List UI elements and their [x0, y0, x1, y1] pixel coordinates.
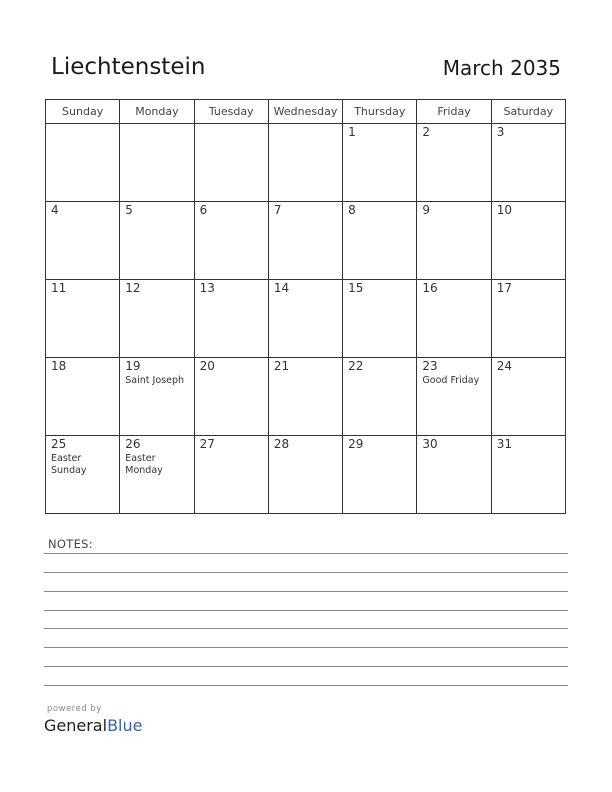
day-cell [120, 436, 194, 514]
day-cell [491, 202, 565, 280]
day-number: 21 [273, 359, 290, 373]
day-number: 19 [125, 359, 141, 373]
weekday-friday: Friday [417, 100, 491, 124]
brand-general: General [44, 716, 108, 735]
day-number: 6 [199, 203, 208, 217]
calendar-month-title: March 2035 [442, 56, 561, 80]
day-number: 11 [51, 281, 67, 295]
day-cell [343, 436, 417, 514]
day-cell [417, 436, 491, 514]
day-cell [491, 124, 565, 202]
day-cell [268, 358, 342, 436]
day-cell [343, 124, 417, 202]
holiday-label: Easter Sunday [51, 453, 87, 476]
day-cell [417, 202, 491, 280]
notes-line [44, 591, 568, 592]
notes-line [44, 628, 568, 629]
notes-line [44, 553, 568, 554]
day-cell [194, 202, 268, 280]
day-number: 30 [422, 437, 438, 451]
day-number: 31 [496, 437, 512, 451]
day-cell [491, 358, 565, 436]
generalblue-logo[interactable] [44, 716, 142, 735]
calendar-grid [45, 99, 566, 514]
day-number: 12 [125, 281, 141, 295]
day-cell [120, 358, 194, 436]
day-number: 28 [273, 437, 290, 451]
holiday-label: Easter Monday [125, 453, 163, 476]
week-row [46, 358, 566, 436]
day-number: 25 [51, 437, 67, 451]
week-row [46, 436, 566, 514]
day-cell [268, 436, 342, 514]
day-number: 4 [51, 203, 59, 217]
week-row [46, 124, 566, 202]
notes-line [44, 666, 568, 667]
day-number: 15 [348, 281, 364, 295]
day-number: 29 [348, 437, 364, 451]
day-number: 1 [348, 125, 356, 139]
brand-blue: Blue [107, 716, 143, 735]
notes-line [44, 647, 568, 648]
day-number: 27 [199, 437, 215, 451]
day-number: 20 [199, 359, 215, 373]
day-number: 16 [422, 281, 438, 295]
weekday-wednesday: Wednesday [268, 100, 342, 124]
day-cell [343, 202, 417, 280]
day-cell [194, 358, 268, 436]
notes-label: NOTES: [48, 537, 93, 551]
day-number: 17 [496, 281, 512, 295]
day-number: 26 [125, 437, 141, 451]
day-cell [120, 280, 194, 358]
day-number: 2 [422, 125, 431, 139]
weekday-monday: Monday [120, 100, 194, 124]
notes-line [44, 610, 568, 611]
weekday-thursday: Thursday [343, 100, 417, 124]
day-number: 10 [496, 203, 512, 217]
day-number: 3 [496, 125, 505, 139]
notes-line [44, 572, 568, 573]
day-cell [46, 280, 120, 358]
week-row [46, 202, 566, 280]
day-cell [46, 358, 120, 436]
weekday-header-row [46, 100, 566, 124]
day-cell [194, 280, 268, 358]
day-cell [268, 124, 342, 202]
calendar-country-title: Liechtenstein [51, 54, 206, 80]
day-cell [46, 202, 120, 280]
day-number: 13 [199, 281, 215, 295]
day-number: 8 [348, 203, 356, 217]
day-number: 18 [51, 359, 67, 373]
day-number: 24 [496, 359, 512, 373]
day-number: 9 [422, 203, 431, 217]
day-cell [491, 436, 565, 514]
day-cell [268, 280, 342, 358]
day-cell [343, 280, 417, 358]
day-cell [46, 124, 120, 202]
day-number: 22 [348, 359, 364, 373]
weekday-sunday: Sunday [46, 100, 120, 124]
day-cell [120, 124, 194, 202]
day-cell [417, 358, 491, 436]
weekday-tuesday: Tuesday [194, 100, 268, 124]
day-cell [343, 358, 417, 436]
week-row [46, 280, 566, 358]
day-cell [120, 202, 194, 280]
day-number: 5 [125, 203, 133, 217]
day-cell [268, 202, 342, 280]
day-cell [194, 124, 268, 202]
holiday-label: Saint Joseph [125, 375, 184, 386]
day-cell [417, 124, 491, 202]
day-cell [194, 436, 268, 514]
weekday-saturday: Saturday [491, 100, 565, 124]
day-number: 23 [422, 359, 438, 373]
powered-by-text: powered by [47, 704, 102, 714]
day-number: 7 [273, 203, 282, 217]
notes-line [44, 685, 568, 686]
holiday-label: Good Friday [422, 375, 480, 386]
day-cell [417, 280, 491, 358]
day-cell [46, 436, 120, 514]
day-cell [491, 280, 565, 358]
day-number: 14 [273, 281, 290, 295]
